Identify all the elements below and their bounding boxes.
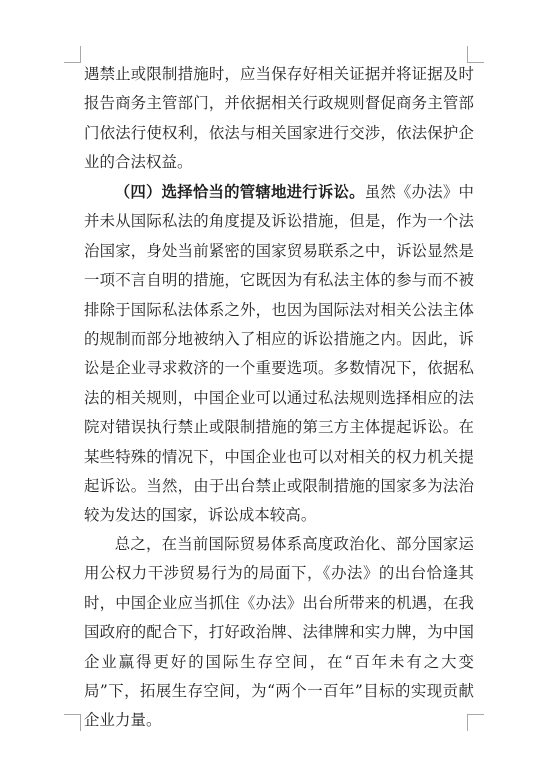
paragraph-1-text: 遇禁止或限制措施时，应当保存好相关证据并将证据及时报告商务主管部门，并依据相关行政规则督促商务主管部门依法行使权利，依法与相关国家进行交涉，依法保护企业的合法权益。 xyxy=(84,65,474,172)
paragraph-3 xyxy=(84,530,474,736)
paragraph-1 xyxy=(84,60,474,178)
paragraph-2 xyxy=(84,178,474,531)
paragraph-2-text: 虽然《办法》中并未从国际私法的角度提及诉讼措施，但是，作为一个法治国家，身处当前紧密的国家贸易联系之中，诉讼显然是一项不言自明的措施，它既因为有私法主体的参与而不被排除于国际私法体系之外，也因为国际法对相关公法主体的规制而部分地被纳入了相应的诉讼措施之内。因此，诉讼是企业寻求救济的一个重要选项。多数情况下，依据私法的相关规则，中国企业可以通过私法规则选择相应的法院对错误执行禁止或限制措施的第三方主体提起诉讼。在某些特殊的情况下，中国企业也可以对相关的权力机关提起诉讼。当然，由于出台禁止或限制措施的国家多为法治较为发达的国家，诉讼成本较高。 xyxy=(84,183,474,525)
section-heading: （四）选择恰当的管辖地进行诉讼。 xyxy=(114,183,365,201)
paragraph-3-text: 总之，在当前国际贸易体系高度政治化、部分国家运用公权力干涉贸易行为的局面下，《办法》的出台恰逢其时，中国企业应当抓住《办法》出台所带来的机遇，在我国政府的配合下，打好政治牌、法律牌和实力牌，为中国企业赢得更好的国际生存空间，在“百年未有之大变局”下，拓展生存空间，为“两个一百年”目标的实现贡献企业力量。 xyxy=(84,535,474,730)
